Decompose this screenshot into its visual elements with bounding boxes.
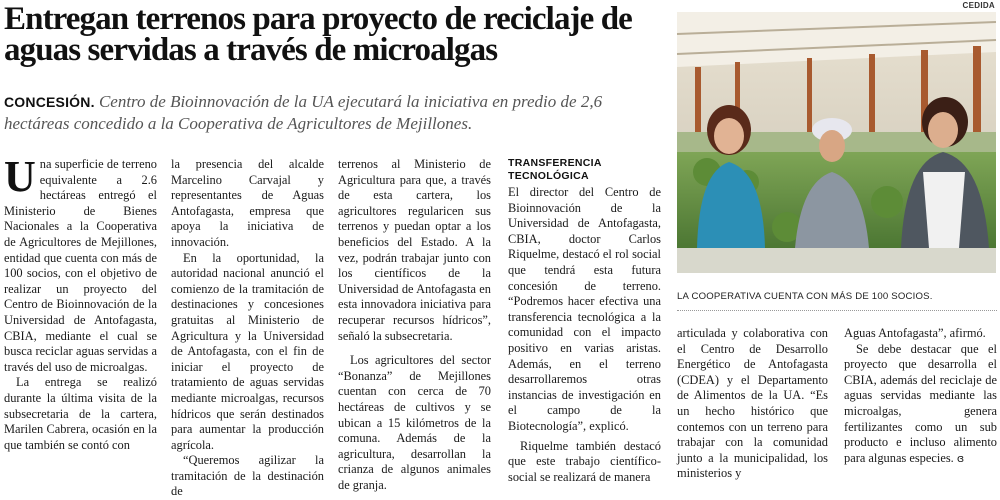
dropcap: U xyxy=(4,152,36,201)
end-mark-icon: ɞ xyxy=(956,451,965,465)
body-column-4 xyxy=(508,157,661,484)
paragraph: Riquelme también destacó que este trabajo científico-social se realizará de manera xyxy=(508,438,661,484)
headline: Entregan terrenos para proyecto de reciclaje de aguas servidas a través de microalgas xyxy=(4,1,632,68)
greenhouse-photo-illustration xyxy=(677,12,996,273)
paragraph: Los agricultores del sector “Bonanza” de Mejillones cuentan con cerca de 70 hectáreas de cultivos y se ubican a 15 kilómetros de la comuna. Además de la agricultura, desarrollan la crianza de algunos animales de granja. xyxy=(338,353,491,492)
body-column-3 xyxy=(338,157,491,492)
paragraph-text: Se debe destacar que el proyecto que desarrolla el CBIA, además del reciclaje de aguas servidas mediante las microalgas, genera fertilizantes como un sub producto e incluso alimento para algunas especies. xyxy=(844,341,997,465)
paragraph: Aguas Antofagasta”, afirmó. xyxy=(844,326,986,340)
deck-lead: CONCESIÓN. xyxy=(4,94,95,110)
paragraph: En la oportunidad, la autoridad nacional anunció el comienzo de la tramitación de destinaciones y concesiones gratuitas al Ministerio de Agricultura y la Universidad de Antofagasta, con el fin de iniciar el proyecto de tratamiento de aguas servidas mediante microalgas, recursos hídricos que serán destinados para aumentar la producción agrícola. xyxy=(171,250,324,452)
deck xyxy=(4,91,669,134)
subhead-line: TRANSFERENCIA xyxy=(508,157,602,169)
paragraph: articulada y colaborativa con el Centro de Desarrollo Energético de Antofagasta (CDEA) y el Departamento de Alimentos de la UA. “Es un hecho histórico que contemos con un terreno para trabajar con la comunidad junto a la municipalidad, los ministerios y xyxy=(677,326,828,481)
photo-caption: LA COOPERATIVA CUENTA CON MÁS DE 100 SOCIOS. xyxy=(677,291,933,302)
body-column-5 xyxy=(677,326,828,481)
paragraph xyxy=(844,342,997,467)
paragraph: na superficie de terreno equivalente a 2.6 hectáreas entregó el Ministerio de Bienes Nacionales a la Cooperativa de Agricultores de Mejillones, entidad que cuenta con más de 100 socios, con el objetivo de realizar un proyecto del Centro de Bioinnovación de la Universidad de Antofagasta, CBIA, mediante el cual se busca reciclar aguas servidas a través del uso de microalgas. xyxy=(4,157,157,374)
body-column-6 xyxy=(844,326,997,469)
article-photo xyxy=(677,12,996,273)
paragraph: La entrega se realizó durante la última visita de la subsecretaria de la cartera, Marilen Cabrera, ocasión en la que también se contó con xyxy=(4,375,157,452)
body-column-1 xyxy=(4,152,157,469)
subhead-line: TECNOLÓGICA xyxy=(508,170,589,182)
paragraph: la presencia del alcalde Marcelino Carvajal y representantes de Aguas Antofagasta, empresa que apoya la iniciativa de innovación. xyxy=(171,157,324,249)
paragraph: terrenos al Ministerio de Agricultura para que, a través de esta cartera, los agricultores regularicen sus terrenos y puedan optar a los beneficios del Estado. A la vez, podrán trabajar junto con los científicos de la Universidad de Antofagasta en esta innovadora iniciativa para recuperar recursos hídricos”, señaló la subsecretaria. xyxy=(338,157,491,343)
subhead xyxy=(508,157,661,183)
paragraph: El director del Centro de Bioinnovación de la Universidad de Antofagasta, CBIA, doctor Carlos Riquelme, destacó el rol social que tendrá esta futura concesión de terreno. “Podremos hacer efectiva una transferencia tecnológica a la comunidad con el impacto positivo en varias aristas. Además, en el terreno desarrollaremos otras instancias de investigación en el campo de la Biotecnología”, explicó. xyxy=(508,185,661,433)
deck-text: Centro de Bioinnovación de la UA ejecutará la iniciativa en predio de 2,6 hectáreas concedido a la Cooperativa de Agricultores de Mejillones. xyxy=(4,92,603,133)
paragraph: “Queremos agilizar la tramitación de la destinación de xyxy=(171,453,324,499)
body-column-2 xyxy=(171,157,324,499)
caption-divider xyxy=(677,310,997,311)
photo-credit: CEDIDA xyxy=(962,1,995,10)
